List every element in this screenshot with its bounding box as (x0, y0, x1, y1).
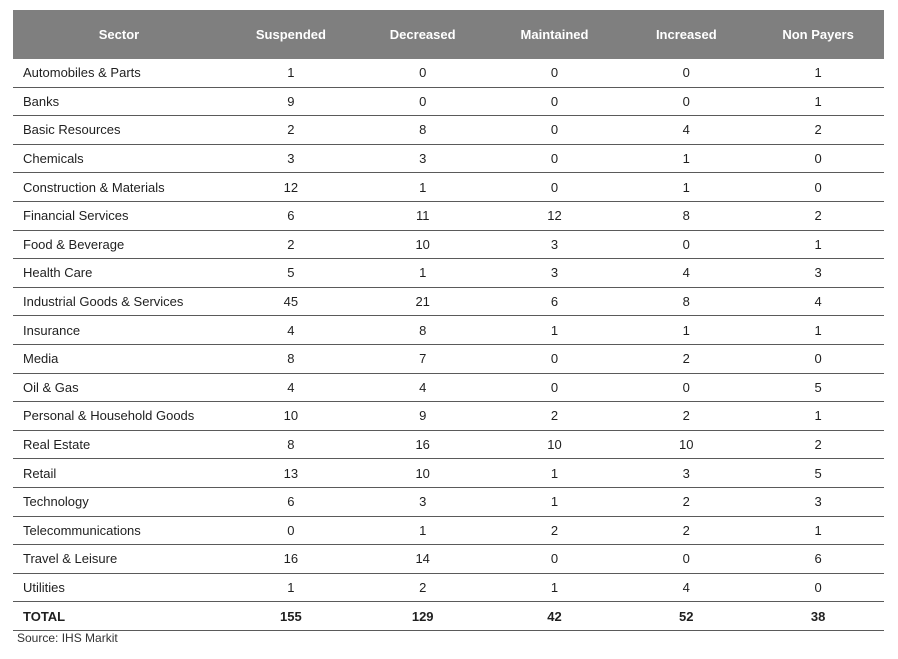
table-row-travel-and-leisure (13, 545, 884, 574)
table-row-utilities (13, 573, 884, 602)
suspended-cell: 45 (225, 287, 357, 316)
table-row-health-care (13, 259, 884, 288)
increased-cell: 3 (620, 459, 752, 488)
table-row-media (13, 344, 884, 373)
maintained-cell: 3 (489, 230, 621, 259)
header-decreased: Decreased (357, 10, 489, 59)
total-label: TOTAL (13, 602, 225, 631)
increased-cell: 0 (620, 230, 752, 259)
header-maintained: Maintained (489, 10, 621, 59)
suspended-cell: 12 (225, 173, 357, 202)
table-row-food-and-beverage (13, 230, 884, 259)
sector-cell: Chemicals (13, 144, 225, 173)
decreased-cell: 16 (357, 430, 489, 459)
header-row (13, 10, 884, 59)
total-row (13, 602, 884, 631)
sector-cell: Travel & Leisure (13, 545, 225, 574)
non-payers-cell: 4 (752, 287, 884, 316)
non-payers-cell: 5 (752, 373, 884, 402)
table-body (13, 59, 884, 630)
sector-cell: Health Care (13, 259, 225, 288)
increased-cell: 2 (620, 516, 752, 545)
decreased-cell: 8 (357, 316, 489, 345)
increased-cell: 10 (620, 430, 752, 459)
decreased-cell: 14 (357, 545, 489, 574)
suspended-cell: 2 (225, 116, 357, 145)
table-row-personal-and-household-goods (13, 402, 884, 431)
total-non-payers-cell: 38 (752, 602, 884, 631)
suspended-cell: 6 (225, 487, 357, 516)
maintained-cell: 0 (489, 59, 621, 87)
decreased-cell: 3 (357, 487, 489, 516)
sector-cell: Banks (13, 87, 225, 116)
table-row-chemicals (13, 144, 884, 173)
maintained-cell: 0 (489, 545, 621, 574)
increased-cell: 4 (620, 116, 752, 145)
table-row-basic-resources (13, 116, 884, 145)
header-increased: Increased (620, 10, 752, 59)
sector-cell: Oil & Gas (13, 373, 225, 402)
increased-cell: 2 (620, 402, 752, 431)
increased-cell: 1 (620, 316, 752, 345)
sector-cell: Automobiles & Parts (13, 59, 225, 87)
sector-cell: Financial Services (13, 201, 225, 230)
maintained-cell: 1 (489, 573, 621, 602)
maintained-cell: 0 (489, 344, 621, 373)
non-payers-cell: 0 (752, 344, 884, 373)
non-payers-cell: 1 (752, 59, 884, 87)
suspended-cell: 16 (225, 545, 357, 574)
increased-cell: 1 (620, 173, 752, 202)
sector-cell: Telecommunications (13, 516, 225, 545)
decreased-cell: 10 (357, 459, 489, 488)
table-row-construction-and-materials (13, 173, 884, 202)
decreased-cell: 21 (357, 287, 489, 316)
sector-cell: Real Estate (13, 430, 225, 459)
increased-cell: 0 (620, 87, 752, 116)
suspended-cell: 8 (225, 430, 357, 459)
decreased-cell: 8 (357, 116, 489, 145)
decreased-cell: 7 (357, 344, 489, 373)
decreased-cell: 2 (357, 573, 489, 602)
suspended-cell: 5 (225, 259, 357, 288)
maintained-cell: 2 (489, 402, 621, 431)
increased-cell: 8 (620, 201, 752, 230)
increased-cell: 8 (620, 287, 752, 316)
table-row-insurance (13, 316, 884, 345)
table-row-oil-and-gas (13, 373, 884, 402)
maintained-cell: 1 (489, 316, 621, 345)
maintained-cell: 10 (489, 430, 621, 459)
increased-cell: 1 (620, 144, 752, 173)
header-suspended: Suspended (225, 10, 357, 59)
non-payers-cell: 5 (752, 459, 884, 488)
maintained-cell: 0 (489, 144, 621, 173)
maintained-cell: 2 (489, 516, 621, 545)
increased-cell: 0 (620, 545, 752, 574)
maintained-cell: 3 (489, 259, 621, 288)
suspended-cell: 2 (225, 230, 357, 259)
suspended-cell: 3 (225, 144, 357, 173)
increased-cell: 4 (620, 573, 752, 602)
decreased-cell: 11 (357, 201, 489, 230)
suspended-cell: 10 (225, 402, 357, 431)
decreased-cell: 4 (357, 373, 489, 402)
increased-cell: 0 (620, 59, 752, 87)
decreased-cell: 0 (357, 59, 489, 87)
non-payers-cell: 2 (752, 116, 884, 145)
decreased-cell: 3 (357, 144, 489, 173)
sector-cell: Technology (13, 487, 225, 516)
table-row-telecommunications (13, 516, 884, 545)
decreased-cell: 9 (357, 402, 489, 431)
increased-cell: 4 (620, 259, 752, 288)
table-header (13, 10, 884, 59)
non-payers-cell: 1 (752, 316, 884, 345)
non-payers-cell: 6 (752, 545, 884, 574)
non-payers-cell: 3 (752, 259, 884, 288)
sector-cell: Food & Beverage (13, 230, 225, 259)
non-payers-cell: 1 (752, 87, 884, 116)
non-payers-cell: 0 (752, 144, 884, 173)
suspended-cell: 1 (225, 59, 357, 87)
decreased-cell: 1 (357, 259, 489, 288)
non-payers-cell: 3 (752, 487, 884, 516)
total-increased-cell: 52 (620, 602, 752, 631)
sector-cell: Personal & Household Goods (13, 402, 225, 431)
maintained-cell: 12 (489, 201, 621, 230)
suspended-cell: 13 (225, 459, 357, 488)
maintained-cell: 0 (489, 173, 621, 202)
maintained-cell: 0 (489, 116, 621, 145)
sector-cell: Utilities (13, 573, 225, 602)
source-note: Source: IHS Markit (17, 631, 118, 645)
table-row-retail (13, 459, 884, 488)
maintained-cell: 0 (489, 87, 621, 116)
increased-cell: 2 (620, 344, 752, 373)
suspended-cell: 4 (225, 373, 357, 402)
total-suspended-cell: 155 (225, 602, 357, 631)
sector-cell: Media (13, 344, 225, 373)
suspended-cell: 9 (225, 87, 357, 116)
dividend-table-container (13, 10, 884, 631)
suspended-cell: 6 (225, 201, 357, 230)
increased-cell: 0 (620, 373, 752, 402)
decreased-cell: 10 (357, 230, 489, 259)
decreased-cell: 1 (357, 173, 489, 202)
non-payers-cell: 2 (752, 430, 884, 459)
suspended-cell: 8 (225, 344, 357, 373)
sector-cell: Basic Resources (13, 116, 225, 145)
decreased-cell: 0 (357, 87, 489, 116)
header-sector: Sector (13, 10, 225, 59)
table-row-industrial-goods-and-services (13, 287, 884, 316)
non-payers-cell: 2 (752, 201, 884, 230)
table-row-financial-services (13, 201, 884, 230)
non-payers-cell: 1 (752, 516, 884, 545)
header-non-payers: Non Payers (752, 10, 884, 59)
non-payers-cell: 1 (752, 230, 884, 259)
suspended-cell: 4 (225, 316, 357, 345)
non-payers-cell: 0 (752, 173, 884, 202)
decreased-cell: 1 (357, 516, 489, 545)
dividend-table (13, 10, 884, 631)
maintained-cell: 0 (489, 373, 621, 402)
sector-cell: Retail (13, 459, 225, 488)
table-row-automobiles-and-parts (13, 59, 884, 87)
non-payers-cell: 1 (752, 402, 884, 431)
suspended-cell: 0 (225, 516, 357, 545)
sector-cell: Insurance (13, 316, 225, 345)
maintained-cell: 1 (489, 487, 621, 516)
increased-cell: 2 (620, 487, 752, 516)
maintained-cell: 1 (489, 459, 621, 488)
suspended-cell: 1 (225, 573, 357, 602)
sector-cell: Construction & Materials (13, 173, 225, 202)
non-payers-cell: 0 (752, 573, 884, 602)
table-row-banks (13, 87, 884, 116)
total-maintained-cell: 42 (489, 602, 621, 631)
sector-cell: Industrial Goods & Services (13, 287, 225, 316)
table-row-technology (13, 487, 884, 516)
maintained-cell: 6 (489, 287, 621, 316)
total-decreased-cell: 129 (357, 602, 489, 631)
table-row-real-estate (13, 430, 884, 459)
